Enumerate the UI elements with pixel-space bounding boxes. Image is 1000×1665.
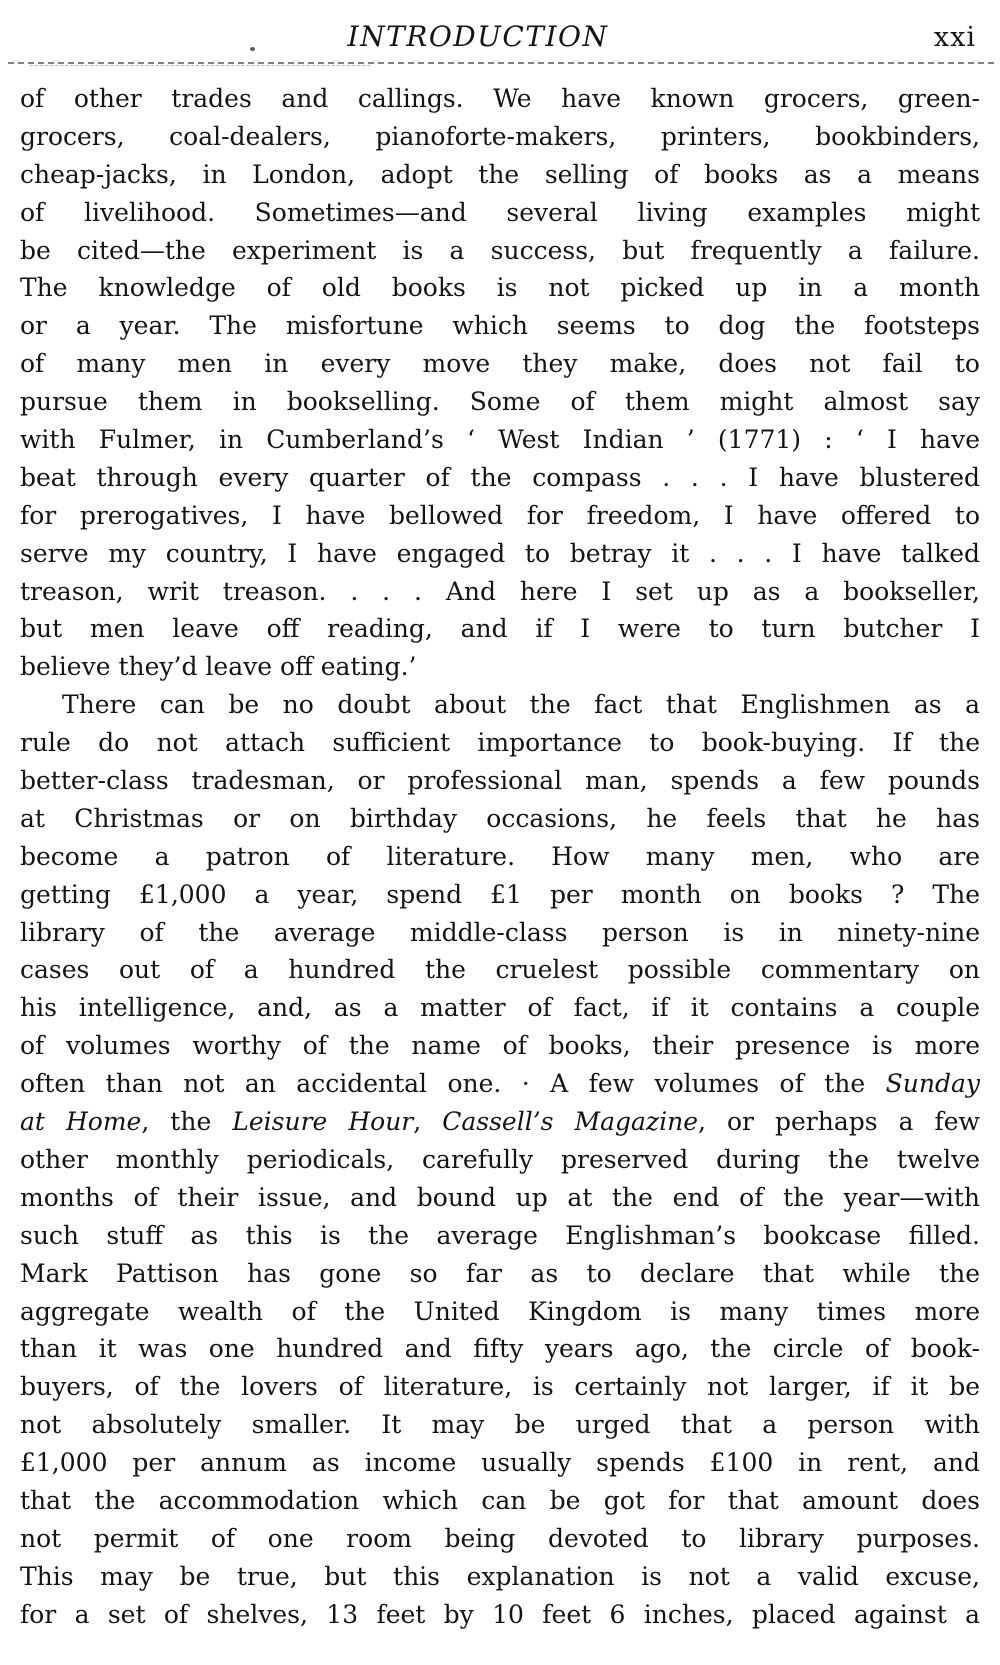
body-text: There can be no doubt about the fact that Englishmen as a xyxy=(62,690,980,720)
body-text: his intelligence, and, as a matter of fact, if it contains a couple xyxy=(20,993,980,1023)
body-text: pursue them in bookselling. Some of them might almost say xyxy=(20,387,980,417)
text-line xyxy=(20,762,980,800)
text-line xyxy=(20,686,980,724)
body-text: , the xyxy=(141,1107,233,1137)
text-line xyxy=(20,1027,980,1065)
body-text: treason, writ treason. . . . And here I set up as a bookseller, xyxy=(20,576,980,606)
page-title: INTRODUCTION xyxy=(347,20,609,53)
body-text: buyers, of the lovers of literature, is certainly not larger, if it be xyxy=(20,1372,980,1402)
page-body xyxy=(20,80,980,1634)
text-line xyxy=(20,232,980,270)
text-line xyxy=(20,156,980,194)
text-line xyxy=(20,1482,980,1520)
header-rule xyxy=(8,62,994,64)
body-text: £1,000 per annum as income usually spends £100 in rent, and xyxy=(20,1448,980,1478)
body-text: rule do not attach sufficient importance to book-buying. If the xyxy=(20,728,980,758)
body-text: , xyxy=(413,1107,443,1137)
text-line xyxy=(20,459,980,497)
body-text: other monthly periodicals, carefully preserved during the twelve xyxy=(20,1144,980,1174)
text-line xyxy=(20,535,980,573)
text-line xyxy=(20,989,980,1027)
body-text: beat through every quarter of the compass . . . I have blustered xyxy=(20,462,980,492)
text-line xyxy=(20,1103,980,1141)
body-text: This may be true, but this explanation is not a valid excuse, xyxy=(20,1561,980,1591)
body-text: , or perhaps a few xyxy=(697,1107,980,1137)
text-line xyxy=(20,307,980,345)
body-text: such stuff as this is the average Englishman’s bookcase filled. xyxy=(20,1220,980,1250)
text-line xyxy=(20,1558,980,1596)
body-text: Mark Pattison has gone so far as to declare that while the xyxy=(20,1258,980,1288)
text-line xyxy=(20,80,980,118)
text-line xyxy=(20,1217,980,1255)
body-text: but men leave off reading, and if I were to turn butcher I xyxy=(20,614,980,644)
italic-text: Cassell’s Magazine xyxy=(442,1107,698,1137)
body-text: not absolutely smaller. It may be urged that a person with xyxy=(20,1410,980,1440)
text-line xyxy=(20,421,980,459)
text-line xyxy=(20,1255,980,1293)
body-text: with Fulmer, in Cumberland’s ‘ West Indian ’ (1771) : ‘ I have xyxy=(20,425,980,455)
text-line xyxy=(20,1179,980,1217)
text-line xyxy=(20,269,980,307)
italic-text: at Home xyxy=(20,1107,142,1137)
body-text: of other trades and callings. We have known grocers, green- xyxy=(20,84,980,113)
italic-text: Sunday xyxy=(885,1069,980,1099)
body-text: serve my country, I have engaged to betray it . . . I have talked xyxy=(20,538,980,568)
body-text: aggregate wealth of the United Kingdom is many times more xyxy=(20,1296,980,1326)
text-line xyxy=(20,1330,980,1368)
body-text: be cited—the experiment is a success, but frequently a failure. xyxy=(20,235,980,265)
header-rule-overlay xyxy=(30,65,370,66)
text-line xyxy=(20,1141,980,1179)
body-text: become a patron of literature. How many men, who are xyxy=(20,841,980,871)
text-line xyxy=(20,876,980,914)
body-text: or a year. The misfortune which seems to dog the footsteps xyxy=(20,311,980,341)
body-text: of livelihood. Sometimes—and several living examples might xyxy=(20,197,980,227)
body-text: months of their issue, and bound up at the end of the year—with xyxy=(20,1182,980,1212)
body-text: of many men in every move they make, does not fail to xyxy=(20,349,980,379)
text-line xyxy=(20,383,980,421)
body-text: The knowledge of old books is not picked up in a month xyxy=(20,273,980,303)
page-header xyxy=(0,20,1000,60)
text-line xyxy=(20,1293,980,1331)
body-text: believe they’d leave off eating.’ xyxy=(20,652,417,682)
text-line xyxy=(20,724,980,762)
text-line xyxy=(20,800,980,838)
body-text: grocers, coal-dealers, pianoforte-makers, printers, bookbinders, xyxy=(20,121,980,151)
text-line xyxy=(20,648,980,686)
body-text: cheap-jacks, in London, adopt the selling of books as a means xyxy=(20,159,980,189)
body-text: at Christmas or on birthday occasions, he feels that he has xyxy=(20,803,980,833)
body-text: for a set of shelves, 13 feet by 10 feet 6 inches, placed against a xyxy=(20,1599,980,1629)
text-line xyxy=(20,345,980,383)
body-text: often than not an accidental one. · A few volumes of the xyxy=(20,1069,886,1099)
text-line xyxy=(20,1368,980,1406)
body-text: for prerogatives, I have bellowed for freedom, I have offered to xyxy=(20,500,980,530)
body-text: cases out of a hundred the cruelest possible commentary on xyxy=(20,955,980,985)
body-text: of volumes worthy of the name of books, their presence is more xyxy=(20,1031,980,1061)
text-line xyxy=(20,1596,980,1634)
paragraph xyxy=(20,80,980,686)
text-line xyxy=(20,610,980,648)
scan-speck xyxy=(250,47,255,51)
body-text: getting £1,000 a year, spend £1 per month on books ? The xyxy=(20,879,980,909)
paragraph xyxy=(20,686,980,1633)
page-number: xxi xyxy=(933,22,976,53)
italic-text: Leisure Hour xyxy=(232,1107,414,1137)
text-line xyxy=(20,1065,980,1103)
text-line xyxy=(20,838,980,876)
text-line xyxy=(20,118,980,156)
text-line xyxy=(20,497,980,535)
text-line xyxy=(20,914,980,952)
body-text: library of the average middle-class person is in ninety-nine xyxy=(20,917,980,947)
body-text: than it was one hundred and fifty years ago, the circle of book- xyxy=(20,1334,980,1364)
text-line xyxy=(20,573,980,611)
text-line xyxy=(20,951,980,989)
body-text: better-class tradesman, or professional man, spends a few pounds xyxy=(20,766,980,796)
body-text: not permit of one room being devoted to library purposes. xyxy=(20,1523,980,1553)
text-line xyxy=(20,194,980,232)
text-line xyxy=(20,1444,980,1482)
text-line xyxy=(20,1406,980,1444)
body-text: that the accommodation which can be got for that amount does xyxy=(20,1485,980,1515)
text-line xyxy=(20,1520,980,1558)
